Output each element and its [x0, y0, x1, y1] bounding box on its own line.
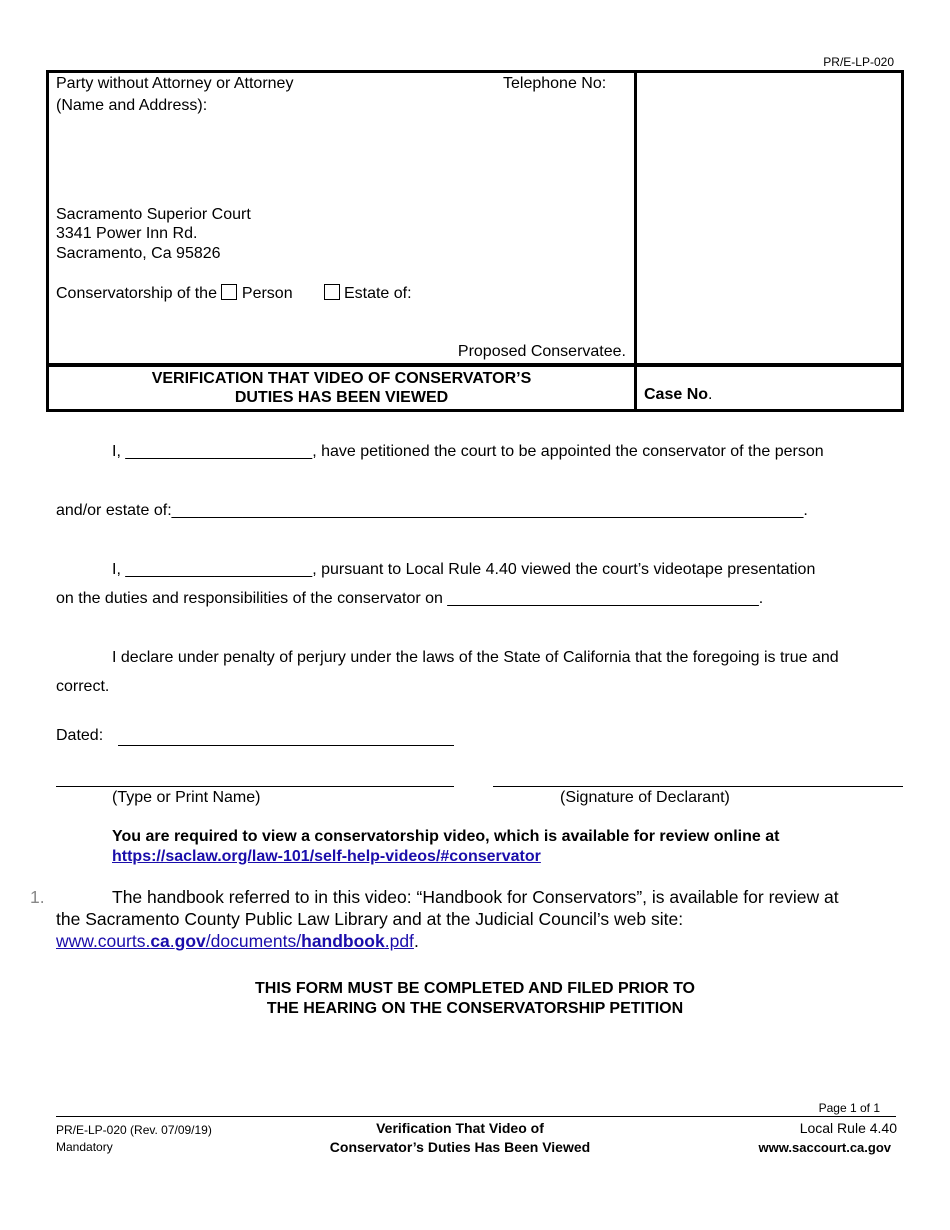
footer-rule — [56, 1116, 896, 1117]
signature-line[interactable] — [493, 786, 903, 787]
list-number: 1. — [30, 887, 45, 907]
person-label: Person — [241, 285, 293, 302]
estate-label: Estate of: — [343, 285, 412, 302]
court-name: Sacramento Superior Court — [56, 206, 251, 223]
dated-label: Dated: — [56, 727, 104, 744]
para2-line1: I, _____________________, pursuant to Local Rule 4.40 viewed the court’s videotape presentation — [112, 561, 816, 578]
footer-center-line2: Conservator’s Duties Has Been Viewed — [329, 1139, 591, 1155]
video-link[interactable]: https://saclaw.org/law-101/self-help-videos/#conservator — [112, 848, 541, 865]
person-checkbox[interactable] — [221, 284, 237, 300]
header-divider-horizontal — [46, 363, 904, 367]
para3-line1: I declare under penalty of perjury under the laws of the State of California that the foregoing is true and — [112, 649, 839, 666]
form-title — [49, 369, 634, 407]
print-name-line[interactable] — [56, 786, 454, 787]
court-street: 3341 Power Inn Rd. — [56, 225, 198, 242]
form-code-top: PR/E-LP-020 — [823, 55, 894, 69]
party-label-line2: (Name and Address): — [56, 97, 208, 114]
header-divider-vertical — [634, 70, 637, 412]
footer-center-line1: Verification That Video of — [376, 1120, 544, 1136]
para3-line2: correct. — [56, 678, 110, 695]
conservatorship-label: Conservatorship of the — [56, 285, 217, 302]
handbook-period: . — [413, 931, 419, 951]
page-of: Page 1 of 1 — [818, 1101, 880, 1115]
case-no-period: . — [708, 386, 713, 403]
closing-notice — [0, 979, 950, 1019]
estate-checkbox[interactable] — [324, 284, 340, 300]
handbook-link-row — [56, 931, 419, 952]
case-no — [644, 386, 712, 404]
conservatorship-row — [56, 284, 412, 304]
video-notice: You are required to view a conservatorship video, which is available for review online at — [112, 828, 780, 845]
print-name-label: (Type or Print Name) — [112, 789, 261, 806]
handbook-line2: the Sacramento County Public Law Library and at the Judicial Council’s web site: — [56, 909, 684, 929]
closing-line1: THIS FORM MUST BE COMPLETED AND FILED PRIOR TO — [255, 980, 695, 997]
closing-line2: THE HEARING ON THE CONSERVATORSHIP PETITION — [266, 1000, 684, 1017]
dated-line[interactable] — [118, 745, 454, 746]
title-line2: DUTIES HAS BEEN VIEWED — [234, 389, 449, 406]
party-label-line1: Party without Attorney or Attorney — [56, 75, 294, 92]
footer-center — [260, 1119, 660, 1157]
handbook-link[interactable]: www.courts.ca.gov/documents/handbook.pdf — [56, 931, 414, 951]
handbook-line1: The handbook referred to in this video: “Handbook for Conservators”, is available for review at — [112, 887, 839, 907]
para1-line1: I, _____________________, have petitioned the court to be appointed the conservator of the person — [112, 443, 824, 460]
footer-website: www.saccourt.ca.gov — [758, 1140, 891, 1155]
footer-mandatory: Mandatory — [56, 1140, 113, 1154]
telephone-label: Telephone No: — [503, 75, 607, 92]
para1-line2: and/or estate of:_______________________________________________________________________. — [56, 502, 808, 519]
para2-line2: on the duties and responsibilities of the conservator on ___________________________________. — [56, 590, 764, 607]
footer-local-rule: Local Rule 4.40 — [799, 1120, 897, 1136]
title-line1: VERIFICATION THAT VIDEO OF CONSERVATOR’S — [151, 370, 532, 387]
court-city: Sacramento, Ca 95826 — [56, 245, 221, 262]
video-link-row — [112, 847, 541, 867]
proposed-conservatee: Proposed Conservatee. — [457, 343, 626, 360]
case-no-label: Case No — [644, 386, 709, 403]
signature-label: (Signature of Declarant) — [560, 789, 730, 806]
footer-form-rev: PR/E-LP-020 (Rev. 07/09/19) — [56, 1123, 212, 1137]
